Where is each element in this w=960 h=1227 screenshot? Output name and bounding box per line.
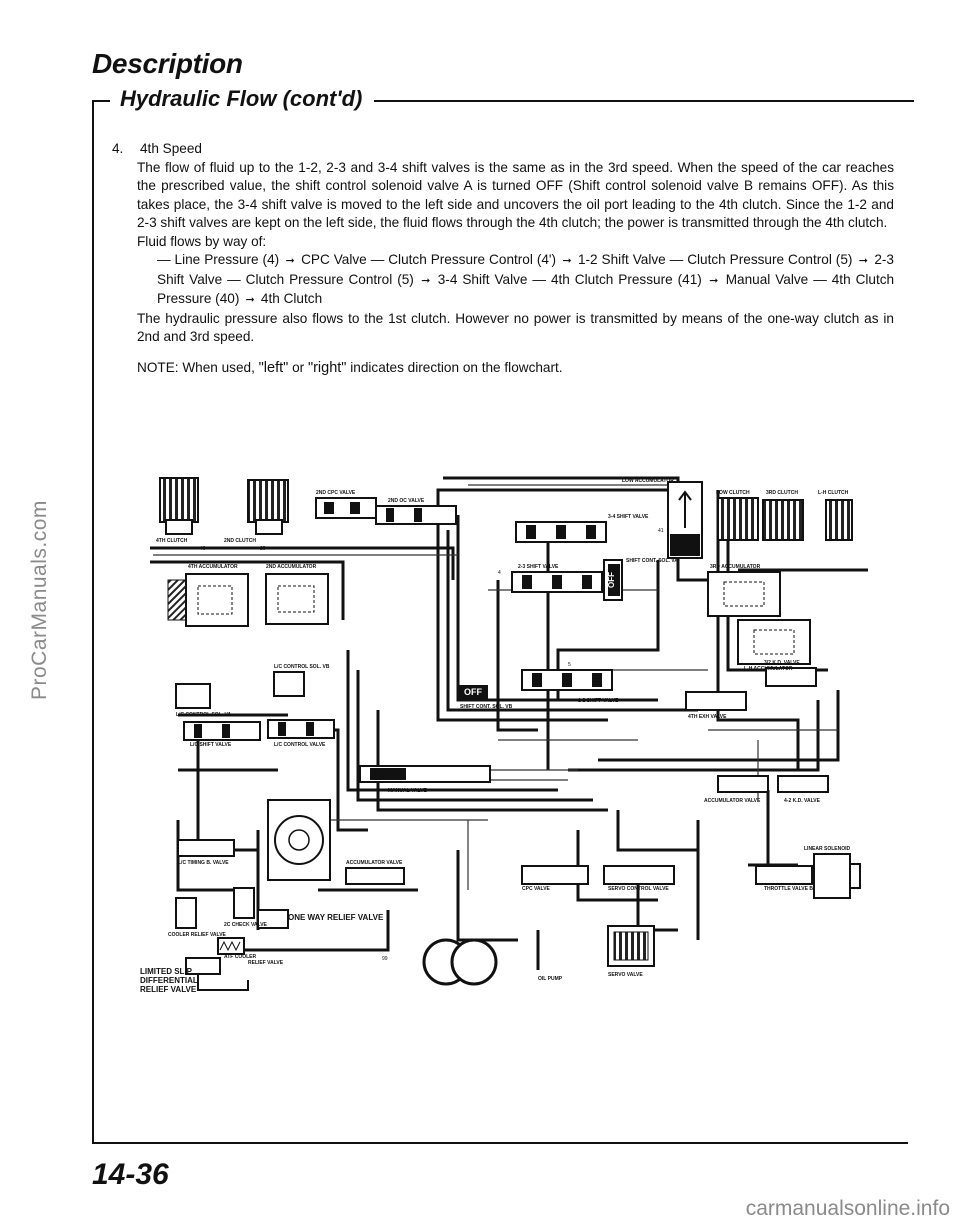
- svg-text:OIL PUMP: OIL PUMP: [538, 976, 563, 982]
- accumulator-4th: [168, 574, 248, 626]
- svg-text:MANUAL VALVE: MANUAL VALVE: [388, 788, 427, 794]
- svg-text:3/2 K.D. VALVE: 3/2 K.D. VALVE: [764, 660, 800, 666]
- svg-text:L/C SHIFT VALVE: L/C SHIFT VALVE: [190, 742, 232, 748]
- oc-valve-2nd: [376, 506, 456, 524]
- svg-text:LIMITED SLIP: LIMITED SLIP: [140, 967, 192, 976]
- svg-text:RELIEF VALVE: RELIEF VALVE: [248, 960, 284, 966]
- svg-text:ONE WAY RELIEF VALVE: ONE WAY RELIEF VALVE: [288, 913, 384, 922]
- flow-seg: Manual Valve: [725, 271, 809, 287]
- svg-text:L/C CONTROL VALVE: L/C CONTROL VALVE: [274, 742, 326, 748]
- lc-shift-valve: [184, 722, 260, 740]
- linear-solenoid: [814, 854, 860, 898]
- flow-seg: Clutch Pressure Control (5): [687, 252, 853, 267]
- kd-valve-42: [778, 776, 828, 792]
- servo-valve: [608, 926, 654, 966]
- svg-text:2ND CPC VALVE: 2ND CPC VALVE: [316, 490, 356, 496]
- thin-passages: [153, 485, 838, 890]
- svg-text:L/C TIMING B. VALVE: L/C TIMING B. VALVE: [178, 860, 229, 866]
- flow-seg: CPC Valve: [301, 252, 367, 267]
- section-heading: [112, 140, 894, 159]
- frame-left-rule: [92, 102, 94, 1142]
- svg-text:SHIFT CONT. SOL. VB: SHIFT CONT. SOL. VB: [460, 704, 513, 710]
- svg-text:25: 25: [260, 546, 266, 552]
- flow-seg: 4th Clutch Pressure (40): [157, 271, 895, 306]
- lc-control-solenoid: [176, 672, 304, 708]
- page-title: Description: [92, 48, 243, 79]
- svg-text:CPC VALVE: CPC VALVE: [522, 886, 550, 892]
- svg-text:4TH CLUTCH: 4TH CLUTCH: [156, 538, 188, 544]
- shift-valve-34: [516, 522, 606, 542]
- page-number: 14-36: [92, 1158, 169, 1191]
- svg-text:SERVO CONTROL VALVE: SERVO CONTROL VALVE: [608, 886, 669, 892]
- svg-text:2ND ACCUMULATOR: 2ND ACCUMULATOR: [266, 564, 317, 570]
- svg-text:L/C CONTROL SOL. VB: L/C CONTROL SOL. VB: [274, 664, 330, 670]
- svg-text:THROTTLE VALVE B: THROTTLE VALVE B: [764, 886, 813, 892]
- flow-seg: Clutch Pressure Control (4'): [388, 252, 557, 267]
- 3rd-accumulator: [708, 572, 780, 616]
- flow-arrow-icon: ➞: [709, 274, 719, 287]
- svg-text:40: 40: [200, 546, 206, 552]
- svg-text:ACCUMULATOR VALVE: ACCUMULATOR VALVE: [346, 860, 403, 866]
- svg-text:L-H ACCUMULATOR: L-H ACCUMULATOR: [744, 666, 793, 672]
- cooler-relief-valve: [176, 898, 196, 928]
- flow-arrow-icon: ➞: [421, 274, 431, 287]
- flow-seg: Clutch Pressure Control (5): [245, 271, 414, 287]
- closing-paragraph: The hydraulic pressure also flows to the 1st clutch. However no power is transmitted by means of the one-way clutch as in 2nd and 3rd speed.: [137, 310, 894, 344]
- svg-text:2ND OC VALVE: 2ND OC VALVE: [388, 498, 425, 504]
- section-subtitle: Hydraulic Flow (cont'd): [120, 86, 363, 111]
- flow-arrow-icon: ➞: [285, 255, 295, 267]
- hydraulic-flow-diagram: [138, 470, 880, 1000]
- svg-text:LOW ACCUMULATOR: LOW ACCUMULATOR: [622, 478, 674, 484]
- clutch-4th: [160, 478, 198, 534]
- svg-text:2-3 SHIFT VALVE: 2-3 SHIFT VALVE: [518, 564, 559, 570]
- off-indicator-b: [458, 685, 488, 699]
- flow-seg: Line Pressure (4): [174, 252, 280, 267]
- svg-text:4-2 K.D. VALVE: 4-2 K.D. VALVE: [784, 798, 820, 804]
- svg-text:41: 41: [658, 528, 664, 534]
- header-rule: [374, 100, 914, 102]
- svg-text:3RD ACCUMULATOR: 3RD ACCUMULATOR: [710, 564, 761, 570]
- svg-text:4TH EXH VALVE: 4TH EXH VALVE: [688, 714, 727, 720]
- svg-text:3RD CLUTCH: 3RD CLUTCH: [766, 490, 798, 496]
- note: NOTE: When used, "left" or "right" indicates direction on the flowchart.: [137, 359, 563, 376]
- svg-text:ACCUMULATOR VALVE: ACCUMULATOR VALVE: [704, 798, 761, 804]
- svg-text:2C CHECK VALVE: 2C CHECK VALVE: [224, 922, 267, 928]
- flows-intro: Fluid flows by way of:: [137, 233, 267, 249]
- flow-seg: 1-2 Shift Valve: [577, 252, 666, 267]
- manual-valve: [360, 766, 490, 782]
- svg-text:LINEAR SOLENOID: LINEAR SOLENOID: [804, 846, 851, 852]
- svg-text:4TH ACCUMULATOR: 4TH ACCUMULATOR: [188, 564, 238, 570]
- cpc-valve: [522, 866, 588, 884]
- exh-valve-4th: [686, 692, 746, 710]
- lh-accumulator: [738, 620, 810, 664]
- lc-control-valve: [268, 720, 334, 738]
- flow-arrow-icon: ➞: [858, 255, 868, 267]
- footer-watermark: carmanualsonline.info: [745, 1197, 950, 1220]
- svg-text:4: 4: [498, 570, 501, 576]
- header-tick-rule: [92, 100, 110, 102]
- oil-pump: [424, 940, 496, 984]
- accumulator-2nd: [266, 574, 328, 624]
- frame-bottom-rule: [92, 1142, 908, 1144]
- svg-text:OFF: OFF: [464, 687, 482, 697]
- svg-text:SHIFT CONT. SOL. VA: SHIFT CONT. SOL. VA: [626, 558, 678, 564]
- flow-seg: 2-3 Shift Valve: [157, 252, 894, 287]
- 3rd-clutch: [763, 500, 803, 540]
- svg-text:RELIEF VALVE: RELIEF VALVE: [140, 985, 197, 994]
- section-title: 4th Speed: [140, 141, 202, 156]
- flow-sequence: — Line Pressure (4) ➞ CPC Valve — Clutch Pressure Control (4') ➞ 1-2 Shift Valve — Clutch Pressure Control (5) ➞ 2-3 Shift Valve — Clutch Pressure Control (5) ➞ 3-4 Shift Valve — 4th Clutch Pressure (41) ➞ Manual Valve — 4th Clutch Pressure (40) ➞ 4th Clutch: [112, 251, 894, 310]
- torque-converter: [268, 800, 330, 880]
- shift-valve-23: [512, 572, 602, 592]
- svg-text:DIFFERENTIAL: DIFFERENTIAL: [140, 976, 198, 985]
- svg-text:5: 5: [568, 662, 571, 668]
- svg-text:OFF: OFF: [607, 572, 616, 588]
- svg-text:3-4 SHIFT VALVE: 3-4 SHIFT VALVE: [608, 514, 649, 520]
- servo-control-valve: [604, 866, 674, 884]
- low-clutch: [718, 498, 758, 540]
- svg-text:1-2 SHIFT VALVE: 1-2 SHIFT VALVE: [578, 698, 619, 704]
- svg-text:LOW CLUTCH: LOW CLUTCH: [716, 490, 750, 496]
- flow-arrow-icon: ➞: [562, 255, 572, 267]
- flow-seg: 4th Clutch Pressure (41): [550, 271, 702, 287]
- flow-seg: 3-4 Shift Valve: [437, 271, 528, 287]
- lc-timing-valve: [178, 840, 234, 856]
- atf-cooler: [218, 938, 244, 954]
- low-accumulator: [668, 482, 702, 558]
- section-number: 4.: [112, 141, 124, 156]
- body-text: [112, 140, 894, 377]
- svg-text:COOLER RELIEF VALVE: COOLER RELIEF VALVE: [168, 932, 226, 938]
- accumulator-valve-right: [718, 776, 768, 792]
- lh-clutch: [826, 500, 852, 540]
- svg-text:L/C CONTROL SOL. VA: L/C CONTROL SOL. VA: [176, 712, 232, 718]
- svg-text:99: 99: [382, 956, 388, 962]
- section-header: [92, 86, 914, 116]
- description-paragraph: The flow of fluid up to the 1-2, 2-3 and 3-4 shift valves is the same as in the 3rd speed. When the speed of the car reaches the prescribed value, the shift control solenoid valve A is turned OFF (Shift control solenoid valve B remains OFF). As this takes place, the 3-4 shift valve is moved to the left side and uncovers the oil port leading to the 4th clutch. Since the 1-2 and 2-3 shift valves are kept on the left side, the fluid flows through the 4th clutch; the power is transmitted through the 4th clutch.: [137, 159, 894, 230]
- flow-seg: 4th Clutch: [260, 291, 323, 306]
- clutch-2nd: [248, 480, 288, 534]
- flow-arrow-icon: ➞: [245, 294, 255, 306]
- svg-text:L-H CLUTCH: L-H CLUTCH: [818, 490, 849, 496]
- throttle-valve-b: [756, 866, 812, 884]
- svg-text:ATF COOLER: ATF COOLER: [224, 954, 257, 960]
- svg-text:2ND CLUTCH: 2ND CLUTCH: [224, 538, 256, 544]
- off-indicator-a: [607, 564, 620, 596]
- svg-text:SERVO VALVE: SERVO VALVE: [608, 972, 643, 978]
- side-watermark: ProCarManuals.com: [28, 500, 51, 700]
- shift-valve-12: [522, 670, 612, 690]
- cpc-valve-2nd: [316, 498, 376, 518]
- check-valve-2c: [234, 888, 254, 918]
- accumulator-valve-mid: [346, 868, 404, 884]
